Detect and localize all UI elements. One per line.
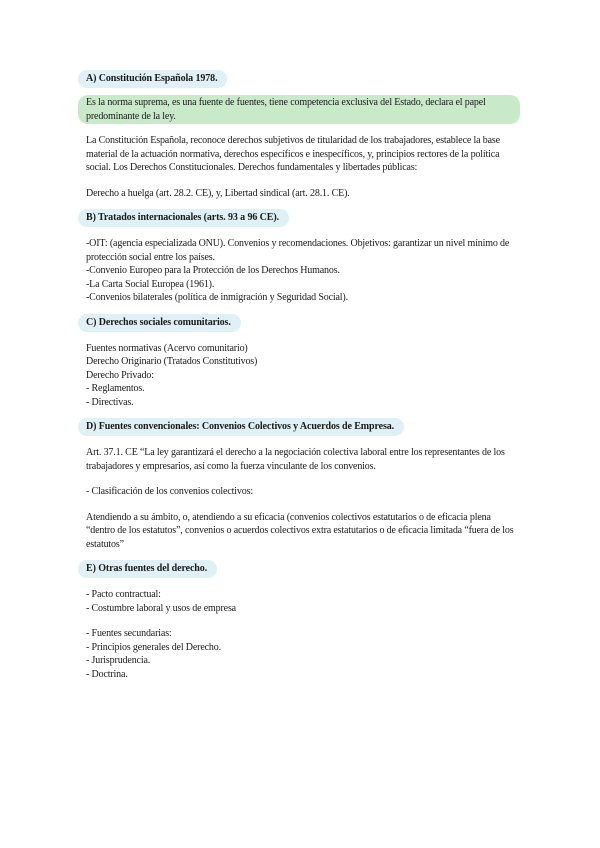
section-a-paragraph-2: Derecho a huelga (art. 28.2. CE), y, Libertad sindical (art. 28.1. CE).: [86, 187, 350, 199]
section-b-list: [86, 237, 514, 305]
section-a-highlight: Es la norma suprema, es una fuente de fuentes, tiene competencia exclusiva del Estado, declara el papel predominante de la ley.: [78, 95, 520, 124]
section-b-heading: B) Tratados internacionales (arts. 93 a 96 CE).: [78, 209, 289, 227]
section-c-list: [86, 342, 514, 410]
section-e-heading: E) Otras fuentes del derecho.: [78, 560, 217, 578]
list-item: - Principios generales del Derecho.: [86, 641, 221, 653]
section-d-paragraph-2: - Clasificación de los convenios colectivos:: [86, 486, 253, 497]
list-item: - Jurisprudencia.: [86, 655, 151, 666]
list-item: -Convenio Europeo para la Protección de los Derechos Humanos.: [86, 265, 340, 276]
section-d-paragraph-1: Art. 37.1. CE “La ley garantizará el derecho a la negociación colectiva laboral entre los representantes de los trabajadores y empresarios, así como la fuerza vinculante de los convenios.: [86, 447, 505, 472]
list-item: Fuentes normativas (Acervo comunitario): [86, 342, 248, 354]
list-item: Derecho Originario (Tratados Constitutivos): [86, 356, 258, 367]
list-item: - Reglamentos.: [86, 383, 145, 394]
list-item: - Fuentes secundarias:: [86, 628, 172, 639]
section-e-group-1: [86, 588, 514, 615]
list-item: -Convenios bilaterales (política de inmigración y Seguridad Social).: [86, 292, 348, 303]
section-e-group-2: [86, 627, 514, 681]
list-item: - Directivas.: [86, 396, 134, 408]
section-d-paragraph-3: Atendiendo a su ámbito, o, atendiendo a su eficacia (convenios colectivos estatutarios o de eficacia plena “dentro de los estatutos”, convenios o acuerdos colectivos extra estatutarios o de eficacia limitada “fuera de los estatutos”: [86, 511, 514, 550]
section-a-paragraph-1: La Constitución Española, reconoce derechos subjetivos de titularidad de los trabajadores, establece la base material de la actuación normativa, derechos específicos e inespecíficos, y, principios rectores de la política social. Los Derechos Constitucionales. Derechos fundamentales y libertades públicas:: [86, 135, 500, 173]
section-d-heading: D) Fuentes convencionales: Convenios Colectivos y Acuerdos de Empresa.: [78, 418, 404, 436]
list-item: -La Carta Social Europea (1961).: [86, 278, 215, 290]
section-a-heading: A) Constitución Española 1978.: [78, 70, 227, 88]
list-item: - Costumbre laboral y usos de empresa: [86, 602, 236, 614]
list-item: Derecho Privado:: [86, 369, 154, 381]
list-item: - Pacto contractual:: [86, 589, 161, 600]
list-item: -OIT: (agencia especializada ONU). Convenios y recomendaciones. Objetivos: garantizar un nivel mínimo de protección social entre los países.: [86, 238, 510, 263]
section-c-heading: C) Derechos sociales comunitarios.: [78, 314, 241, 332]
list-item: - Doctrina.: [86, 668, 128, 680]
